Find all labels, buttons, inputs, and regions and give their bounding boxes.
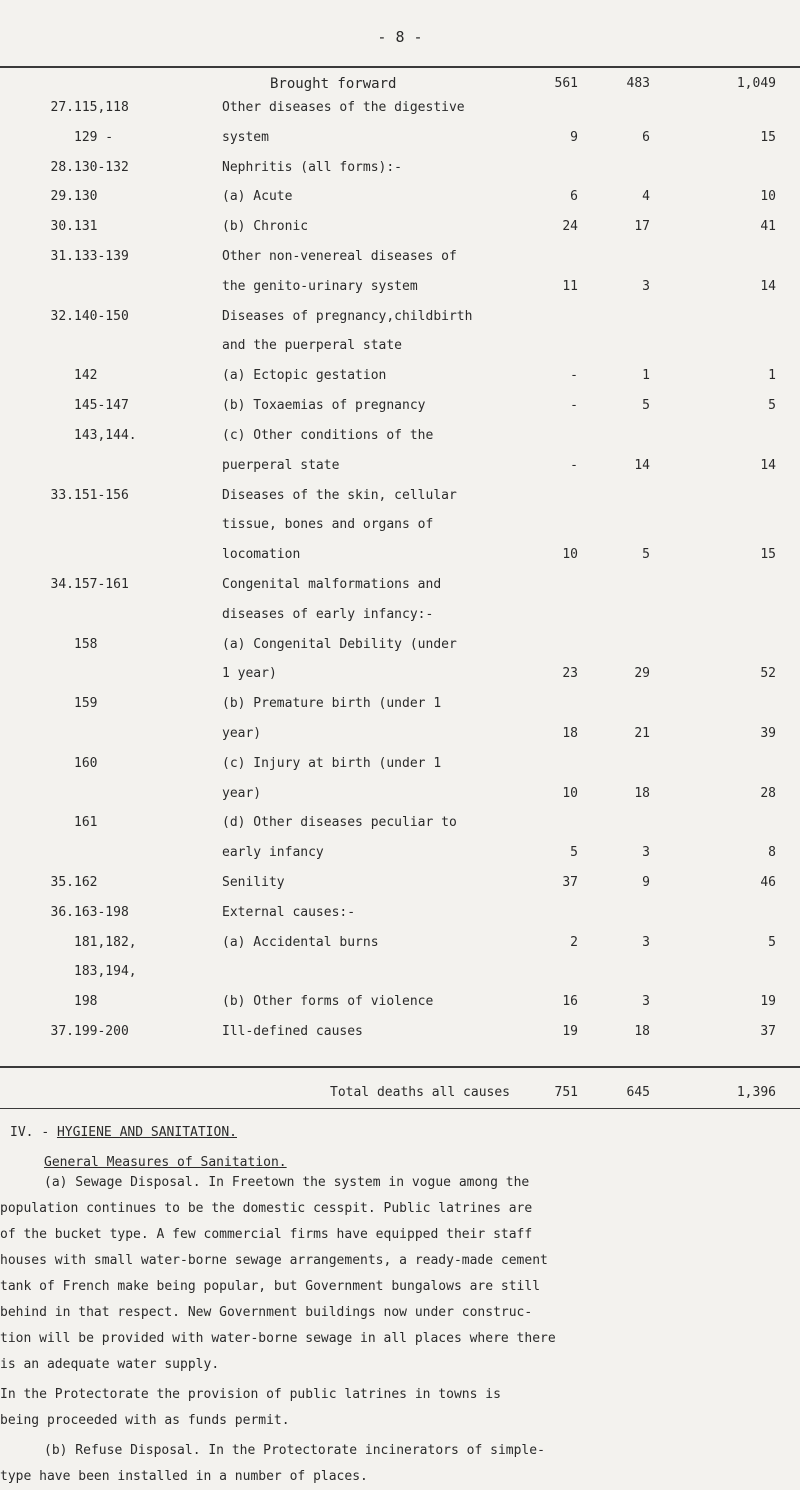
row-male: 37 (562, 875, 578, 890)
row-code: 183,194, (74, 964, 137, 980)
row-male: 6 (570, 189, 578, 205)
row-code: 181,182, (74, 934, 137, 950)
row-female: 3 (642, 845, 650, 861)
row-code: 159 (74, 696, 98, 712)
table-row (0, 726, 800, 744)
table-row (0, 249, 800, 267)
total-c2: 645 (626, 1085, 650, 1100)
row-total: 28 (760, 785, 776, 801)
total-c3: 1,396 (736, 1085, 776, 1100)
paragraph-line: behind in that respect. New Government buildings now under construc- (0, 1305, 533, 1320)
row-male: 2 (570, 934, 578, 950)
row-code: 130-132 (74, 159, 129, 175)
row-code: 198 (74, 994, 98, 1010)
row-code: 157-161 (74, 576, 129, 592)
paragraph-line: type have been installed in a number of places. (0, 1469, 368, 1484)
row-number: 37. (50, 1024, 74, 1040)
row-cause: Senility (222, 875, 285, 890)
row-total: 14 (760, 457, 776, 473)
row-total: 15 (760, 547, 776, 563)
row-total: 39 (760, 725, 776, 741)
row-cause: early infancy (222, 845, 324, 861)
row-cause: year) (222, 785, 262, 801)
row-female: 29 (634, 666, 650, 682)
row-code: 161 (74, 815, 98, 831)
row-male: 16 (562, 994, 578, 1010)
row-number: 33. (50, 487, 74, 503)
row-cause: (a) Ectopic gestation (222, 368, 387, 384)
brought-forward-label: Brought forward (270, 76, 397, 92)
row-code: 115,118 (74, 100, 129, 115)
paragraph-line: (a) Sewage Disposal. In Freetown the system in vogue among the (44, 1175, 530, 1190)
row-total: 5 (768, 398, 776, 414)
paragraph-line: of the bucket type. A few commercial firms have equipped their staff (0, 1227, 533, 1242)
total-rule (0, 1108, 800, 1109)
row-male: - (570, 398, 578, 414)
row-code: 130 (74, 189, 98, 205)
table-row (0, 309, 800, 327)
row-total: 10 (760, 189, 776, 205)
row-total: 19 (760, 994, 776, 1010)
paragraph-line: (b) Refuse Disposal. In the Protectorate incinerators of simple- (44, 1443, 545, 1458)
brought-forward-c1: 561 (554, 76, 578, 91)
row-cause: Other diseases of the digestive (222, 100, 465, 115)
row-total: 15 (760, 129, 776, 145)
table-row (0, 100, 800, 118)
row-male: 24 (562, 219, 578, 235)
row-number: 34. (50, 576, 74, 592)
paragraph-line: tank of French make being popular, but Government bungalows are still (0, 1279, 541, 1294)
table-row (0, 279, 800, 297)
row-male: 5 (570, 845, 578, 861)
row-total: 37 (760, 1024, 776, 1040)
row-cause: 1 year) (222, 666, 277, 682)
paragraph-line: being proceeded with as funds permit. (0, 1413, 290, 1428)
row-female: 6 (642, 129, 650, 145)
row-female: 21 (634, 725, 650, 741)
table-row (0, 428, 800, 446)
table-row (0, 905, 800, 923)
table-row (0, 130, 800, 148)
table-row (0, 219, 800, 237)
section-number: IV. (10, 1125, 34, 1140)
paragraph-line: houses with small water-borne sewage arrangements, a ready-made cement (0, 1253, 548, 1268)
row-code: 131 (74, 219, 98, 235)
row-code: 158 (74, 636, 98, 652)
paragraph-line: population continues to be the domestic cesspit. Public latrines are (0, 1201, 533, 1216)
table-row (0, 875, 800, 893)
row-code: 199-200 (74, 1024, 129, 1040)
table-row (0, 666, 800, 684)
brought-forward-c3: 1,049 (736, 76, 776, 91)
row-code: 145-147 (74, 398, 129, 414)
total-label: Total deaths all causes (330, 1085, 511, 1100)
row-code: 151-156 (74, 487, 129, 503)
row-total: 46 (760, 875, 776, 890)
table-row (0, 189, 800, 207)
row-cause: (b) Chronic (222, 219, 309, 235)
paragraph (0, 1170, 800, 1378)
row-code: 163-198 (74, 904, 129, 920)
row-male: - (570, 368, 578, 384)
row-total: 14 (760, 278, 776, 294)
row-male: 11 (562, 278, 578, 294)
row-cause: Diseases of pregnancy,childbirth (222, 308, 473, 324)
table-row (0, 786, 800, 804)
row-code: 129 - (74, 129, 114, 145)
table-row (0, 488, 800, 506)
row-female: 3 (642, 994, 650, 1010)
section-title: HYGIENE AND SANITATION. (56, 1125, 237, 1140)
row-cause: External causes:- (222, 904, 356, 920)
row-male: 23 (562, 666, 578, 682)
row-cause: locomation (222, 547, 301, 563)
row-cause: (a) Acute (222, 189, 293, 205)
row-total: 41 (760, 219, 776, 235)
table-row (0, 756, 800, 774)
row-male: - (570, 457, 578, 473)
table-row (0, 458, 800, 476)
row-code: 162 (74, 875, 98, 890)
paragraph-line: is an adequate water supply. (0, 1357, 220, 1372)
table-row (0, 607, 800, 625)
row-cause: and the puerperal state (222, 338, 403, 354)
row-number: 36. (50, 904, 74, 920)
row-cause: (a) Accidental burns (222, 934, 379, 950)
row-female: 3 (642, 934, 650, 950)
row-total: 5 (768, 934, 776, 950)
table-row (0, 994, 800, 1012)
table-row (0, 845, 800, 863)
row-number: 30. (50, 219, 74, 235)
row-female: 17 (634, 219, 650, 235)
row-female: 18 (634, 1024, 650, 1040)
row-number: 27. (50, 100, 74, 115)
table-row (0, 398, 800, 416)
row-code: 133-139 (74, 249, 129, 265)
row-cause: Other non-venereal diseases of (222, 249, 457, 265)
row-cause: system (222, 129, 269, 145)
row-cause: Ill-defined causes (222, 1024, 363, 1040)
total-c1: 751 (554, 1085, 578, 1100)
row-male: 10 (562, 547, 578, 563)
paragraph-line: In the Protectorate the provision of public latrines in towns is (0, 1387, 501, 1402)
section-subtitle: General Measures of Sanitation. (44, 1155, 287, 1170)
row-code: 142 (74, 368, 98, 384)
page-number: - 8 - (377, 28, 423, 46)
row-cause: diseases of early infancy:- (222, 606, 434, 622)
row-number: 32. (50, 308, 74, 324)
row-cause: (a) Congenital Debility (under (222, 636, 457, 652)
table-bottom-rule (0, 1066, 800, 1068)
row-female: 4 (642, 189, 650, 205)
table-row (0, 935, 800, 953)
section-heading: IV. - HYGIENE AND SANITATION. (10, 1125, 237, 1140)
row-code: 143,144. (74, 427, 137, 443)
table-row (0, 815, 800, 833)
table-row (0, 577, 800, 595)
row-female: 3 (642, 278, 650, 294)
table-row (0, 637, 800, 655)
table-row (0, 160, 800, 178)
row-code: 160 (74, 755, 98, 771)
row-cause: year) (222, 725, 262, 741)
row-total: 1 (768, 368, 776, 384)
row-male: 9 (570, 129, 578, 145)
row-female: 1 (642, 368, 650, 384)
row-cause: Diseases of the skin, cellular (222, 487, 457, 503)
paragraph (0, 1382, 800, 1434)
paragraph (0, 1438, 800, 1490)
row-cause: (c) Injury at birth (under 1 (222, 755, 442, 771)
row-male: 19 (562, 1024, 578, 1040)
row-female: 14 (634, 457, 650, 473)
table-row (0, 338, 800, 356)
table-row (0, 547, 800, 565)
table-row (0, 696, 800, 714)
row-cause: Nephritis (all forms):- (222, 159, 403, 175)
table-row (0, 964, 800, 982)
row-number: 31. (50, 249, 74, 265)
row-cause: puerperal state (222, 457, 340, 473)
row-number: 28. (50, 159, 74, 175)
row-total: 52 (760, 666, 776, 682)
table-row (0, 517, 800, 535)
row-cause: Congenital malformations and (222, 576, 442, 592)
row-male: 18 (562, 725, 578, 741)
brought-forward-c2: 483 (626, 76, 650, 91)
top-rule (0, 66, 800, 68)
row-female: 5 (642, 547, 650, 563)
row-cause: (b) Other forms of violence (222, 994, 434, 1010)
total-row (0, 1085, 800, 1103)
row-cause: (c) Other conditions of the (222, 427, 434, 443)
row-female: 18 (634, 785, 650, 801)
row-female: 5 (642, 398, 650, 414)
row-number: 29. (50, 189, 74, 205)
row-female: 9 (642, 875, 650, 890)
row-number: 35. (50, 875, 74, 890)
row-cause: (b) Premature birth (under 1 (222, 696, 442, 712)
row-male: 10 (562, 785, 578, 801)
row-cause: the genito-urinary system (222, 278, 418, 294)
paragraph-line: tion will be provided with water-borne sewage in all places where there (0, 1331, 556, 1346)
row-total: 8 (768, 845, 776, 861)
row-cause: tissue, bones and organs of (222, 517, 434, 533)
row-cause: (d) Other diseases peculiar to (222, 815, 457, 831)
row-code: 140-150 (74, 308, 129, 324)
table-row (0, 1024, 800, 1042)
table-row (0, 368, 800, 386)
row-cause: (b) Toxaemias of pregnancy (222, 398, 426, 414)
